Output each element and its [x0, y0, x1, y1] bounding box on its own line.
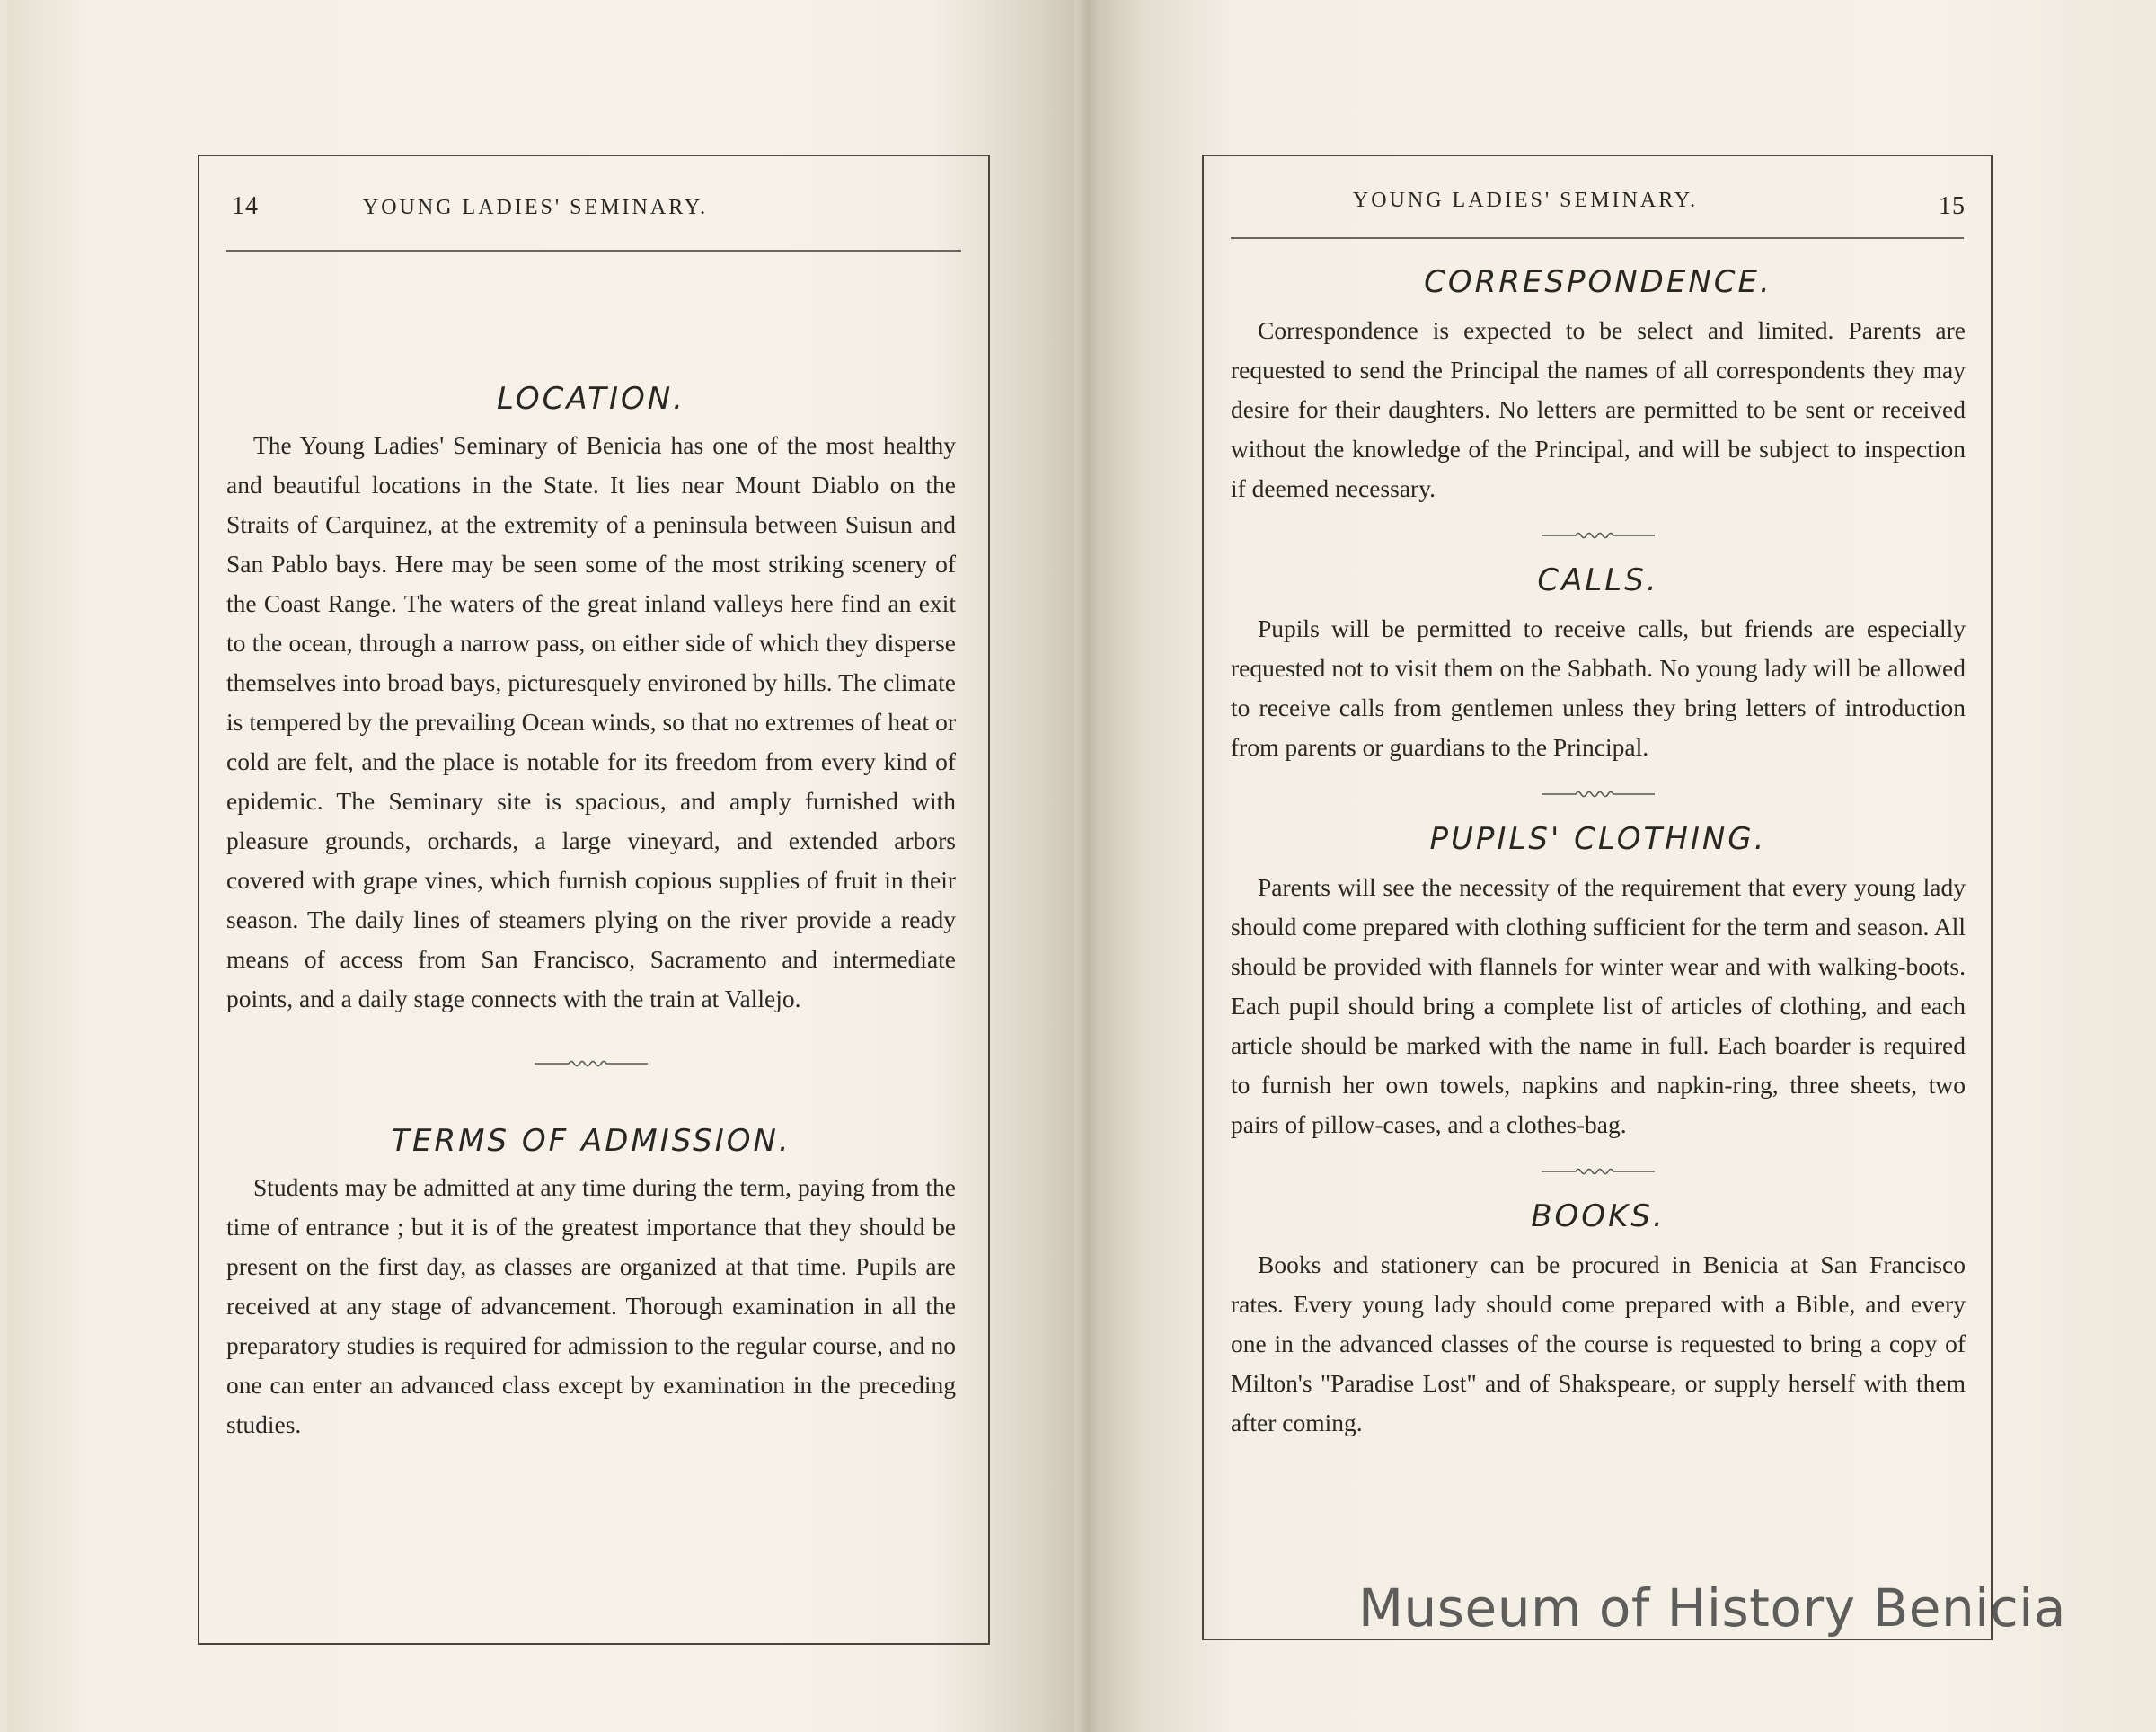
right-page-frame [1202, 155, 1993, 1640]
wavy-flourish-icon [1231, 1144, 1966, 1198]
right-page-content [1231, 264, 1966, 1443]
museum-watermark: Museum of History Benicia [1358, 1577, 2066, 1639]
section-text-clothing: Parents will see the necessity of the requirement that every young lady should come prepared with clothing sufficient for the term and season. All should be provided with flannels for winter wear and with walking-boots. Each pupil should bring a complete list of articles of clothing, and each article should be marked with the name in full. Each boarder is required to furnish her own towels, napkins and napkin-ring, three sheets, two pairs of pillow-cases, and a clothes-bag. [1231, 873, 1966, 1138]
section-heading-correspondence: CORRESPONDENCE. [1424, 264, 1772, 300]
left-page-content [226, 381, 956, 1445]
left-running-head [199, 156, 988, 255]
section-text-terms: Students may be admitted at any time during the term, paying from the time of entrance ; but it is of the greatest importance that they should be present on the first day, as classes are organized at that time. Pupils are received at any stage of advancement. Thorough examination in all the preparatory studies is required for admission to the regular course, and no one can enter an advanced class except by examination in the preceding studies. [226, 1173, 956, 1438]
right-running-head [1204, 156, 1991, 255]
wavy-flourish-icon [1231, 508, 1966, 562]
section-heading-books: BOOKS. [1531, 1198, 1666, 1234]
section-text-location: The Young Ladies' Seminary of Benicia has one of the most healthy and beautiful locations in the State. It lies near Mount Diablo on the Straits of Carquinez, at the extremity of a peninsula between Suisun and San Pablo bays. Here may be seen some of the most striking scenery of the Coast Range. The waters of the great inland valleys here find an exit to the ocean, through a narrow pass, on either side of which they disperse themselves into broad bays, picturesquely environed by hills. The climate is tempered by the prevailing Ocean winds, so that no extremes of heat or cold are felt, and the place is notable for its freedom from every kind of epidemic. The Seminary site is spacious, and amply furnished with pleasure grounds, orchards, a large vineyard, and extended arbors covered with grape vines, which furnish copious supplies of fruit in their season. The daily lines of steamers plying on the river provide a ready means of access from San Francisco, Sacramento and intermediate points, and a daily stage connects with the train at Vallejo. [226, 431, 956, 1012]
left-running-title: YOUNG LADIES' SEMINARY. [362, 196, 709, 219]
wavy-flourish-icon [226, 1037, 956, 1091]
section-text-books: Books and stationery can be procured in Benicia at San Francisco rates. Every young lady should come prepared with a Bible, and every one in the advanced classes of the course is requested to bring a copy of Milton's "Paradise Lost" and of Shakspeare, or supply herself with them after coming. [1231, 1250, 1966, 1436]
section-heading-location: LOCATION. [497, 381, 685, 417]
section-text-calls: Pupils will be permitted to receive calls, but friends are especially requested not to visit them on the Sabbath. No young lady will be allowed to receive calls from gentlemen unless they bring letters of introduction from parents or guardians to the Principal. [1231, 614, 1966, 761]
left-page-number: 14 [232, 192, 259, 220]
section-heading-calls: CALLS. [1537, 562, 1659, 598]
wavy-flourish-icon [1231, 767, 1966, 821]
left-page-frame [198, 155, 990, 1645]
right-running-title: YOUNG LADIES' SEMINARY. [1352, 189, 1699, 212]
right-head-rule [1231, 237, 1964, 239]
section-heading-terms: TERMS OF ADMISSION. [391, 1123, 791, 1159]
book-gutter [1074, 0, 1101, 1732]
left-head-rule [226, 250, 961, 252]
right-page-number: 15 [1939, 192, 1966, 220]
section-heading-clothing: PUPILS' CLOTHING. [1429, 821, 1767, 857]
section-text-correspondence: Correspondence is expected to be select and limited. Parents are requested to send the Principal the names of all correspondents they may desire for their daughters. No letters are permitted to be sent or received without the knowledge of the Principal, and will be subject to inspection if deemed necessary. [1231, 316, 1966, 502]
